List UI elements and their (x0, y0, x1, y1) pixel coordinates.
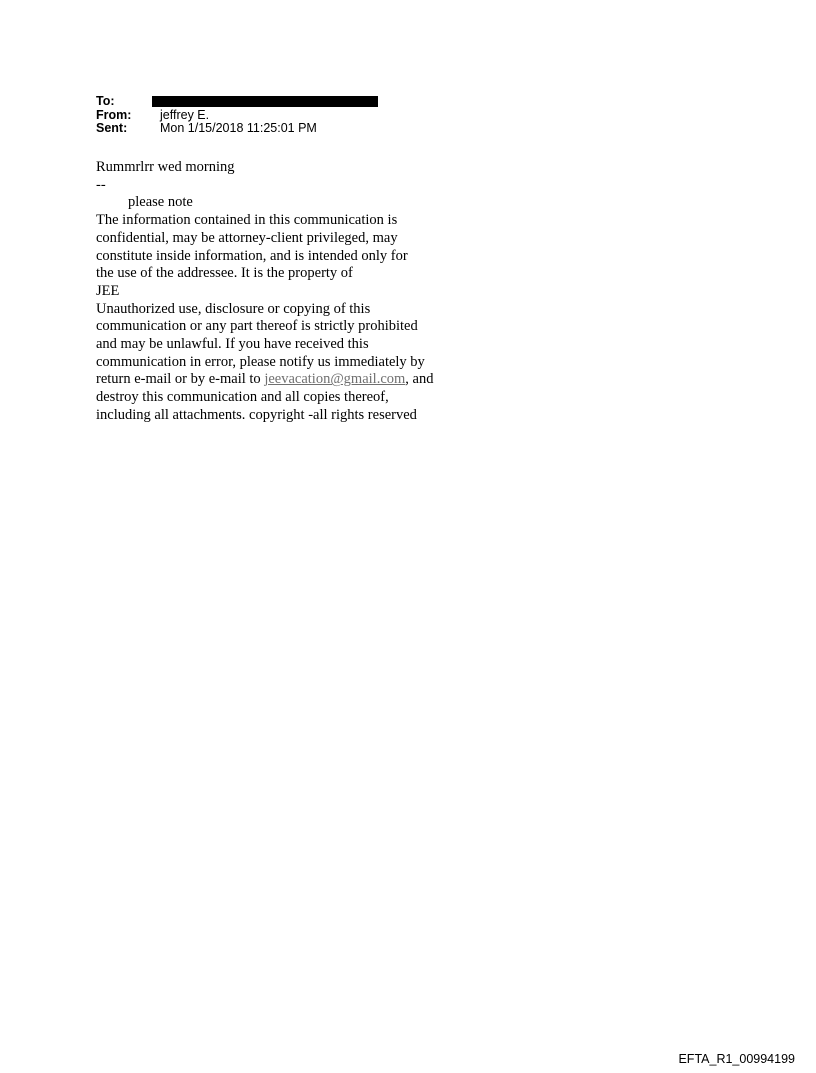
sent-row (96, 122, 378, 136)
disclaimer-line: Unauthorized use, disclosure or copying of this (96, 300, 371, 317)
note-heading: please note (128, 194, 193, 211)
email-header (96, 95, 378, 136)
disclaimer-line: communication or any part thereof is strictly prohibited (96, 318, 418, 335)
disclaimer-line: confidential, may be attorney-client privileged, may (96, 229, 398, 246)
message-text: Rummrlrr wed morning (96, 159, 235, 175)
to-label: To: (96, 94, 115, 108)
disclaimer-line: including all attachments. copyright -all rights reserved (96, 406, 417, 423)
disclaimer-line-with-email (96, 371, 496, 389)
disclaimer-line: and may be unlawful. If you have received this (96, 336, 369, 353)
from-value: jeffrey E. (160, 107, 210, 122)
sent-label: Sent: (96, 121, 128, 135)
return-text-after: , and (405, 371, 434, 388)
disclaimer-line: JEE (96, 282, 120, 299)
to-row (96, 95, 378, 109)
sent-value: Mon 1/15/2018 11:25:01 PM (160, 121, 317, 135)
return-text: return e-mail or by e-mail to (96, 371, 265, 388)
disclaimer-line: communication in error, please notify us immediately by (96, 353, 425, 370)
email-link[interactable]: jeevacation@gmail.com (264, 371, 406, 388)
from-row (96, 109, 378, 123)
disclaimer-line: The information contained in this communication is (96, 212, 398, 229)
redaction-block (152, 96, 378, 107)
from-label: From: (96, 107, 132, 122)
disclaimer-line: constitute inside information, and is intended only for (96, 247, 408, 264)
disclaimer-line: the use of the addressee. It is the property of (96, 265, 353, 282)
signature-separator: -- (96, 176, 106, 193)
document-id: EFTA_R1_00994199 (678, 1052, 795, 1066)
email-body (96, 159, 496, 425)
disclaimer-line: destroy this communication and all copies thereof, (96, 389, 389, 406)
